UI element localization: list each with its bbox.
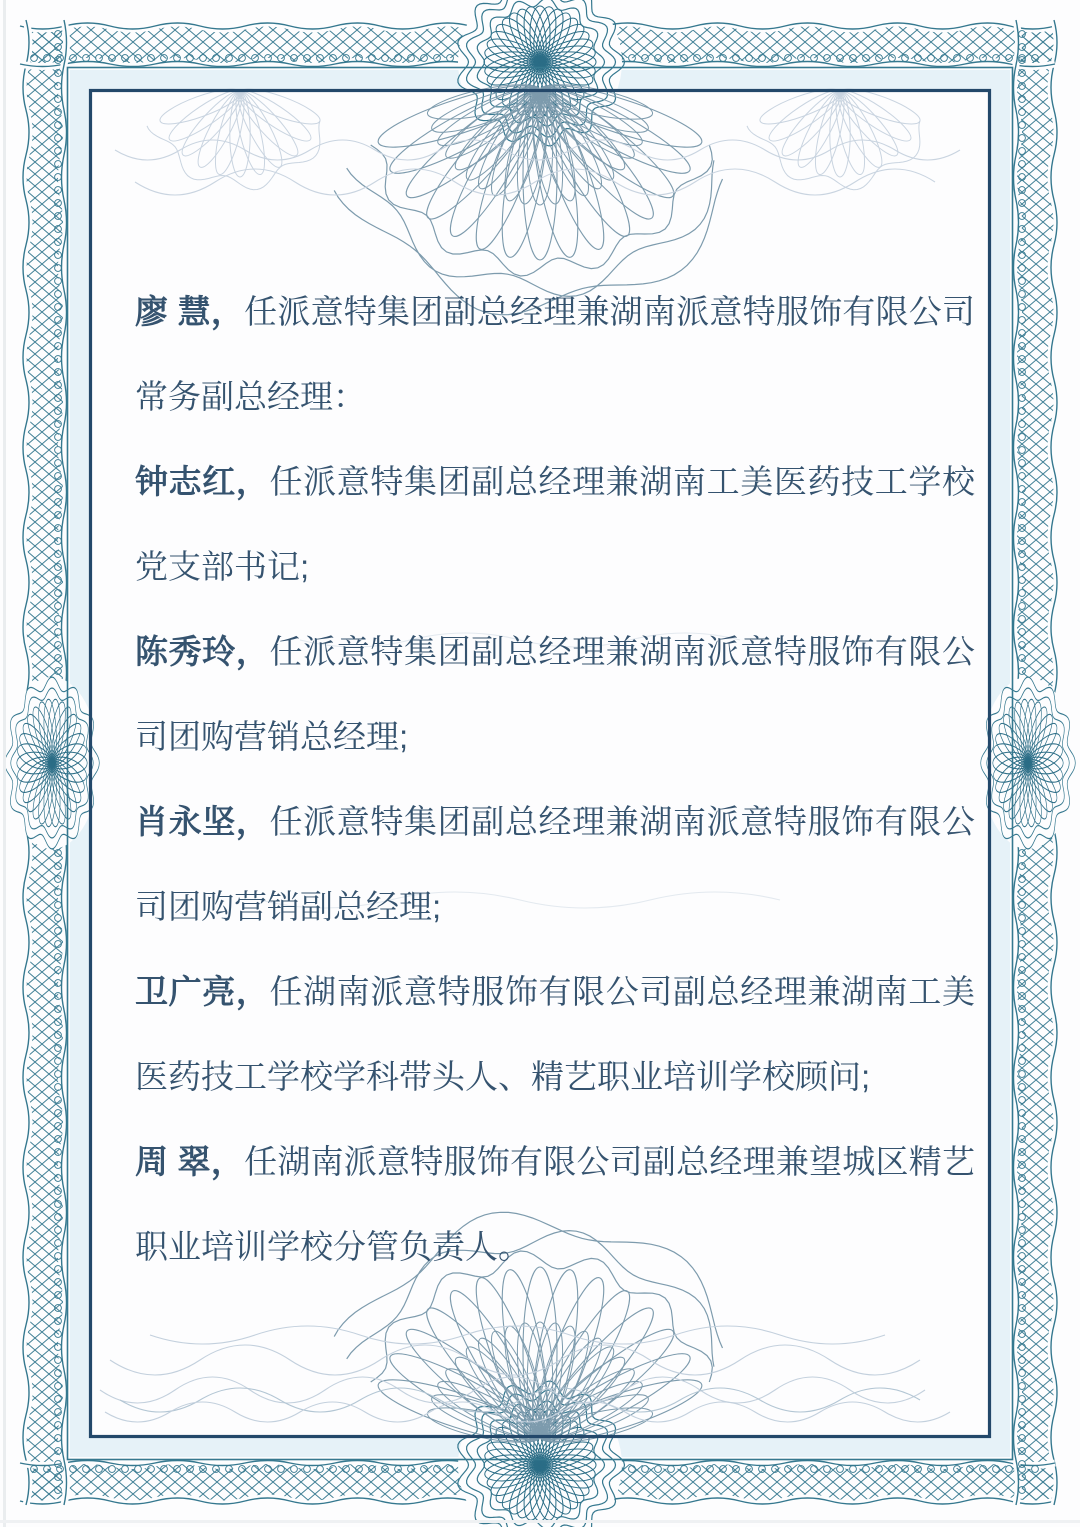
- appointment-title: 任湖南派意特服饰有限公司副总经理兼湖南工美医药技工学校学科带头人、精艺职业培训学校顾问;: [135, 973, 975, 1095]
- person-name: 卫广亮，: [135, 973, 270, 1010]
- appointment-title: 任派意特集团副总经理兼湖南派意特服饰有限公司团购营销副总经理;: [135, 803, 975, 925]
- appointment-entry: [135, 439, 975, 609]
- person-name: 廖 慧，: [135, 293, 245, 330]
- scan-edge-artifact-left: [3, 0, 6, 1527]
- appointment-entry: [135, 949, 975, 1119]
- person-name: 钟志红，: [135, 463, 270, 500]
- appointment-entry: [135, 1119, 975, 1289]
- person-name: 周 翠，: [135, 1143, 245, 1180]
- person-name: 陈秀玲，: [135, 633, 270, 670]
- appointment-title: 任派意特集团副总经理兼湖南派意特服饰有限公司常务副总经理：: [135, 293, 976, 415]
- appointment-title: 任湖南派意特服饰有限公司副总经理兼望城区精艺职业培训学校分管负责人。: [135, 1143, 976, 1265]
- appointments-text-block: [135, 269, 975, 1289]
- appointment-entry: [135, 269, 975, 439]
- appointment-entry: [135, 779, 975, 949]
- appointment-title: 任派意特集团副总经理兼湖南派意特服饰有限公司团购营销总经理;: [135, 633, 975, 755]
- appointment-entry: [135, 609, 975, 779]
- person-name: 肖永坚，: [135, 803, 270, 840]
- scan-edge-artifact-bottom: [0, 1520, 1080, 1523]
- appointment-title: 任派意特集团副总经理兼湖南工美医药技工学校党支部书记;: [135, 463, 975, 585]
